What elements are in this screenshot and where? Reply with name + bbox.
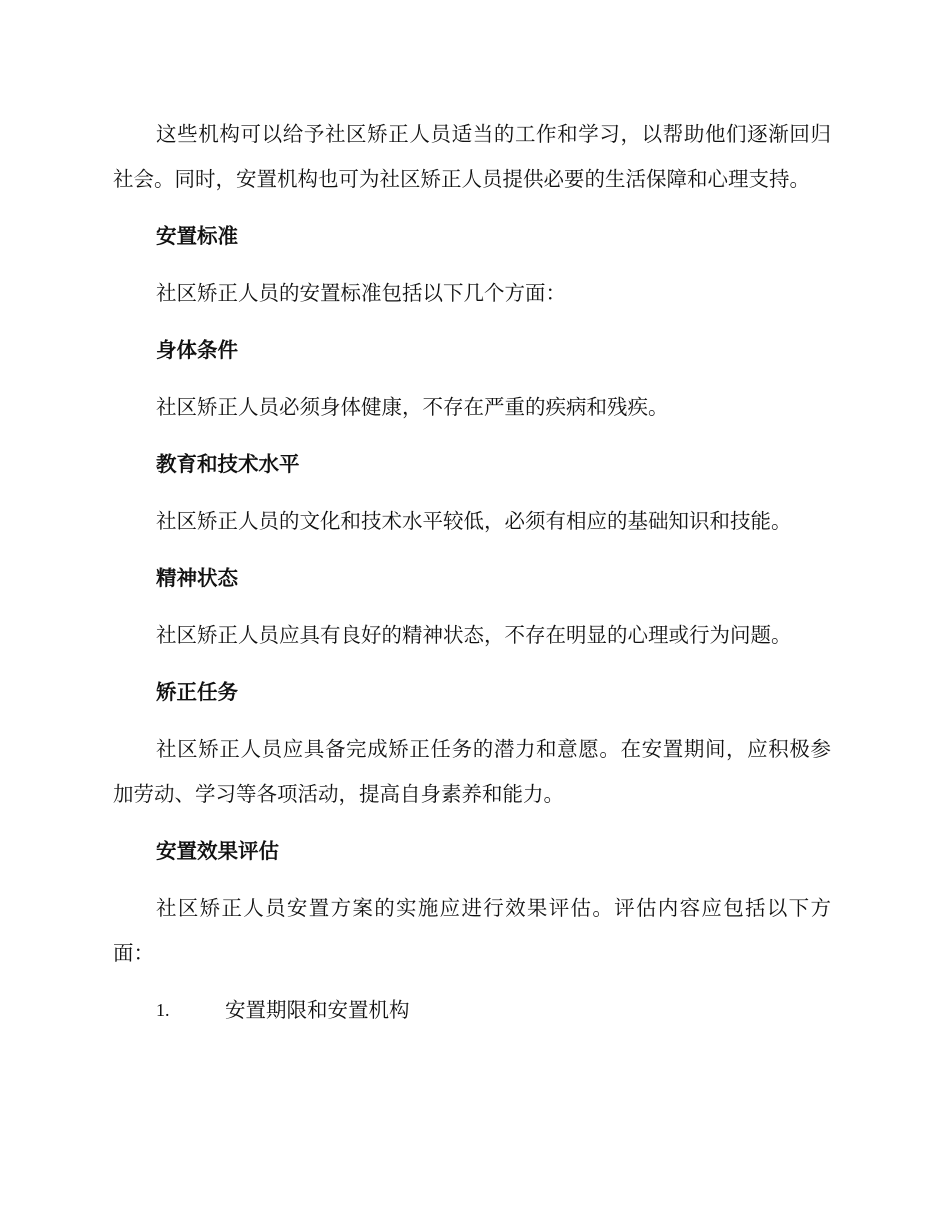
- heading-physical-condition: 身体条件: [156, 338, 238, 362]
- heading-correction-tasks: 矫正任务: [156, 680, 238, 704]
- list-item-text: 安置期限和安置机构: [225, 998, 410, 1022]
- list-item: [113, 988, 831, 1033]
- paragraph-education-skill: 社区矫正人员的文化和技术水平较低，必须有相应的基础知识和技能。: [156, 509, 792, 533]
- list-item-number: 1.: [156, 1000, 170, 1020]
- paragraph-mental-state: 社区矫正人员应具有良好的精神状态，不存在明显的心理或行为问题。: [156, 623, 792, 647]
- paragraph-standards-intro: 社区矫正人员的安置标准包括以下几个方面：: [156, 281, 567, 305]
- paragraph-physical-condition: 社区矫正人员必须身体健康，不存在严重的疾病和残疾。: [156, 395, 669, 419]
- document-body: [113, 112, 831, 1033]
- paragraph-correction-tasks: 社区矫正人员应具备完成矫正任务的潜力和意愿。在安置期间，应积极参加劳动、学习等各项活动，提高自身素养和能力。: [113, 737, 831, 806]
- heading-mental-state: 精神状态: [156, 566, 238, 590]
- paragraph-effect-evaluation: 社区矫正人员安置方案的实施应进行效果评估。评估内容应包括以下方面：: [113, 896, 831, 965]
- paragraph-institutions: 这些机构可以给予社区矫正人员适当的工作和学习，以帮助他们逐渐回归社会。同时，安置机构也可为社区矫正人员提供必要的生活保障和心理支持。: [113, 122, 831, 191]
- heading-placement-standards: 安置标准: [156, 224, 238, 248]
- heading-effect-evaluation: 安置效果评估: [156, 839, 279, 863]
- heading-education-skill: 教育和技术水平: [156, 452, 300, 476]
